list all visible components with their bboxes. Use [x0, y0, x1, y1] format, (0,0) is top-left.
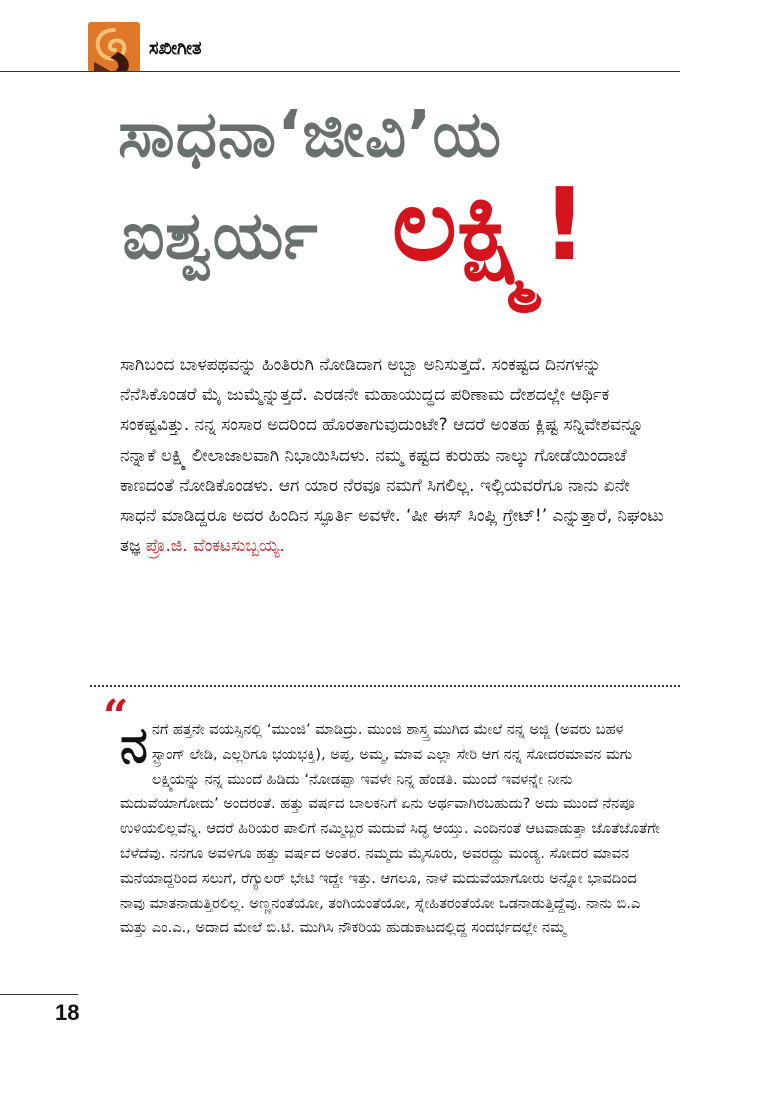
article-text: ನಗೆ ಹತ್ತನೇ ವಯಸ್ಸಿನಲ್ಲಿ ‘ಮುಂಜಿ’ ಮಾಡಿದ್ರು. ಮುಂಜಿ ಶಾಸ್ತ್ರ ಮುಗಿದ ಮೇಲೆ ನನ್ನ ಅಜ್ಜಿ (ಅವರು ಬಹಳ ಸ್ಟ್ರಾಂಗ್ ಲೇಡಿ, ಎಲ್ಲರಿಗೂ ಭಯಭಕ್ತಿ), ಅಪ್ಪ, ಅಮ್ಮ, ಮಾವ ಎಲ್ಲಾ ಸೇರಿ ಆಗ ನನ್ನ ಸೋದರಮಾವನ ಮಗು ಲಕ್ಷ್ಮಿಯನ್ನು ನನ್ನ ಮುಂದೆ ಹಿಡಿದು ‘ನೋಡಪ್ಪಾ ಇವಳೇ ನಿನ್ನ ಹೆಂಡತಿ. ಮುಂದೆ ಇವಳನ್ನೇ ನೀನು ಮದುವೆಯಾಗೋದು’ ಅಂದರಂತೆ. ಹತ್ತು ವರ್ಷದ ಬಾಲಕನಿಗೆ ಏನು ಅರ್ಥವಾಗಿರಬಹುದು? ಅದು ಮುಂದೆ ನೆನಪೂ ಉಳಿಯಲಿಲ್ಲವೆನ್ನಿ. ಆದರೆ ಹಿರಿಯರ ಪಾಲಿಗೆ ನಮ್ಮಿಬ್ಬರ ಮದುವೆ ಸಿದ್ಧ ಆಯ್ತು. ಎಂದಿನಂತೆ ಆಟವಾಡುತ್ತಾ ಜೊತೆಜೊತೆಗೇ ಬೆಳೆದೆವು. ನನಗೂ ಅವಳಿಗೂ ಹತ್ತು ವರ್ಷದ ಅಂತರ. ನಮ್ಮದು ಮೈಸೂರು, ಅವರದ್ದು ಮಂಡ್ಯ. ಸೋದರ ಮಾವನ ಮನೆಯಾದ್ದರಿಂದ ಸಲುಗೆ, ರೆಗ್ಯುಲರ್ ಭೇಟಿ ಇದ್ದೇ ಇತ್ತು. ಆಗಲೂ, ನಾಳೆ ಮದುವೆಯಾಗೋರು ಅನ್ನೋ ಭಾವದಿಂದ ನಾವು ಮಾತನಾಡುತ್ತಿರಲಿಲ್ಲ. ಅಣ್ಣನಂತೆಯೋ, ತಂಗಿಯಂತೆಯೋ, ಸ್ನೇಹಿತರಂತೆಯೋ ಒಡನಾಡುತ್ತಿದ್ದೆವು. ನಾನು ಬಿ.ಎ ಮತ್ತು ಎಂ.ಎ., ಅದಾದ ಮೇಲೆ ಬಿ.ಟಿ. ಮುಗಿಸಿ ನೌಕರಿಯ ಹುಡುಕಾಟದಲ್ಲಿದ್ದ ಸಂದರ್ಭದಲ್ಲೇ ನಮ್ಮ	[120, 722, 660, 937]
title-line-1: ಸಾಧನಾ‘ಜೀವಿ’ಯ	[118, 98, 502, 172]
intro-text: ಸಾಗಿಬಂದ ಬಾಳಪಥವನ್ನು ಹಿಂತಿರುಗಿ ನೋಡಿದಾಗ ಅಬ್ಬಾ ಅನಿಸುತ್ತದೆ. ಸಂಕಷ್ಟದ ದಿನಗಳನ್ನು ನೆನೆಸಿಕೊಂಡರೆ ಮೈ ಜುಮ್ಮೆನ್ನುತ್ತದೆ. ಎರಡನೇ ಮಹಾಯುದ್ಧದ ಪರಿಣಾಮ ದೇಶದಲ್ಲೇ ಆರ್ಥಿಕ ಸಂಕಷ್ಟವಿತ್ತು. ನನ್ನ ಸಂಸಾರ ಅದರಿಂದ ಹೊರತಾಗುವುದುಂಟೇ? ಆದರೆ ಅಂತಹ ಕ್ಲಿಷ್ಟ ಸನ್ನಿವೇಶವನ್ನೂ ನನ್ನಾಕೆ ಲಕ್ಷ್ಮಿ ಲೀಲಾಜಾಲವಾಗಿ ನಿಭಾಯಿಸಿದಳು. ನಮ್ಮ ಕಷ್ಟದ ಕುರುಹು ನಾಲ್ಕು ಗೋಡೆಯಿಂದಾಚೆ ಕಾಣದಂತೆ ನೋಡಿಕೊಂಡಳು. ಆಗ ಯಾರ ನೆರವೂ ನಮಗೆ ಸಿಗಲಿಲ್ಲ. ಇಲ್ಲಿಯವರೆಗೂ ನಾನು ಏನೇ ಸಾಧನೆ ಮಾಡಿದ್ದರೂ ಅದರ ಹಿಂದಿನ ಸ್ಫೂರ್ತಿ ಅವಳೇ. ‘ಷೀ ಈಸ್ ಸಿಂಪ್ಲಿ ಗ್ರೇಟ್!’ ಎನ್ನುತ್ತಾರೆ, ನಿಘಂಟು ತಜ್ಞ	[120, 355, 664, 557]
title-accent: ಲಕ್ಷ್ಮಿ!	[392, 166, 588, 283]
article-body	[120, 718, 660, 941]
quote-mark: “	[103, 691, 129, 742]
intro-paragraph	[120, 350, 665, 561]
swirl-logo-icon	[88, 22, 140, 72]
author-name: ಪ್ರೊ.ಜಿ. ವೆಂಕಟಸುಬ್ಬಯ್ಯ.	[145, 536, 285, 557]
section-label: ಸಖೀಗೀತ	[149, 38, 202, 59]
dotted-divider	[90, 685, 680, 687]
magazine-logo	[88, 22, 140, 72]
page-number: 18	[55, 1000, 80, 1025]
drop-cap: ನ	[120, 716, 148, 774]
header-rule	[0, 71, 680, 72]
footer-rule	[0, 994, 78, 995]
title-line-2: ಐಶ್ವರ್ಯ	[122, 197, 318, 274]
